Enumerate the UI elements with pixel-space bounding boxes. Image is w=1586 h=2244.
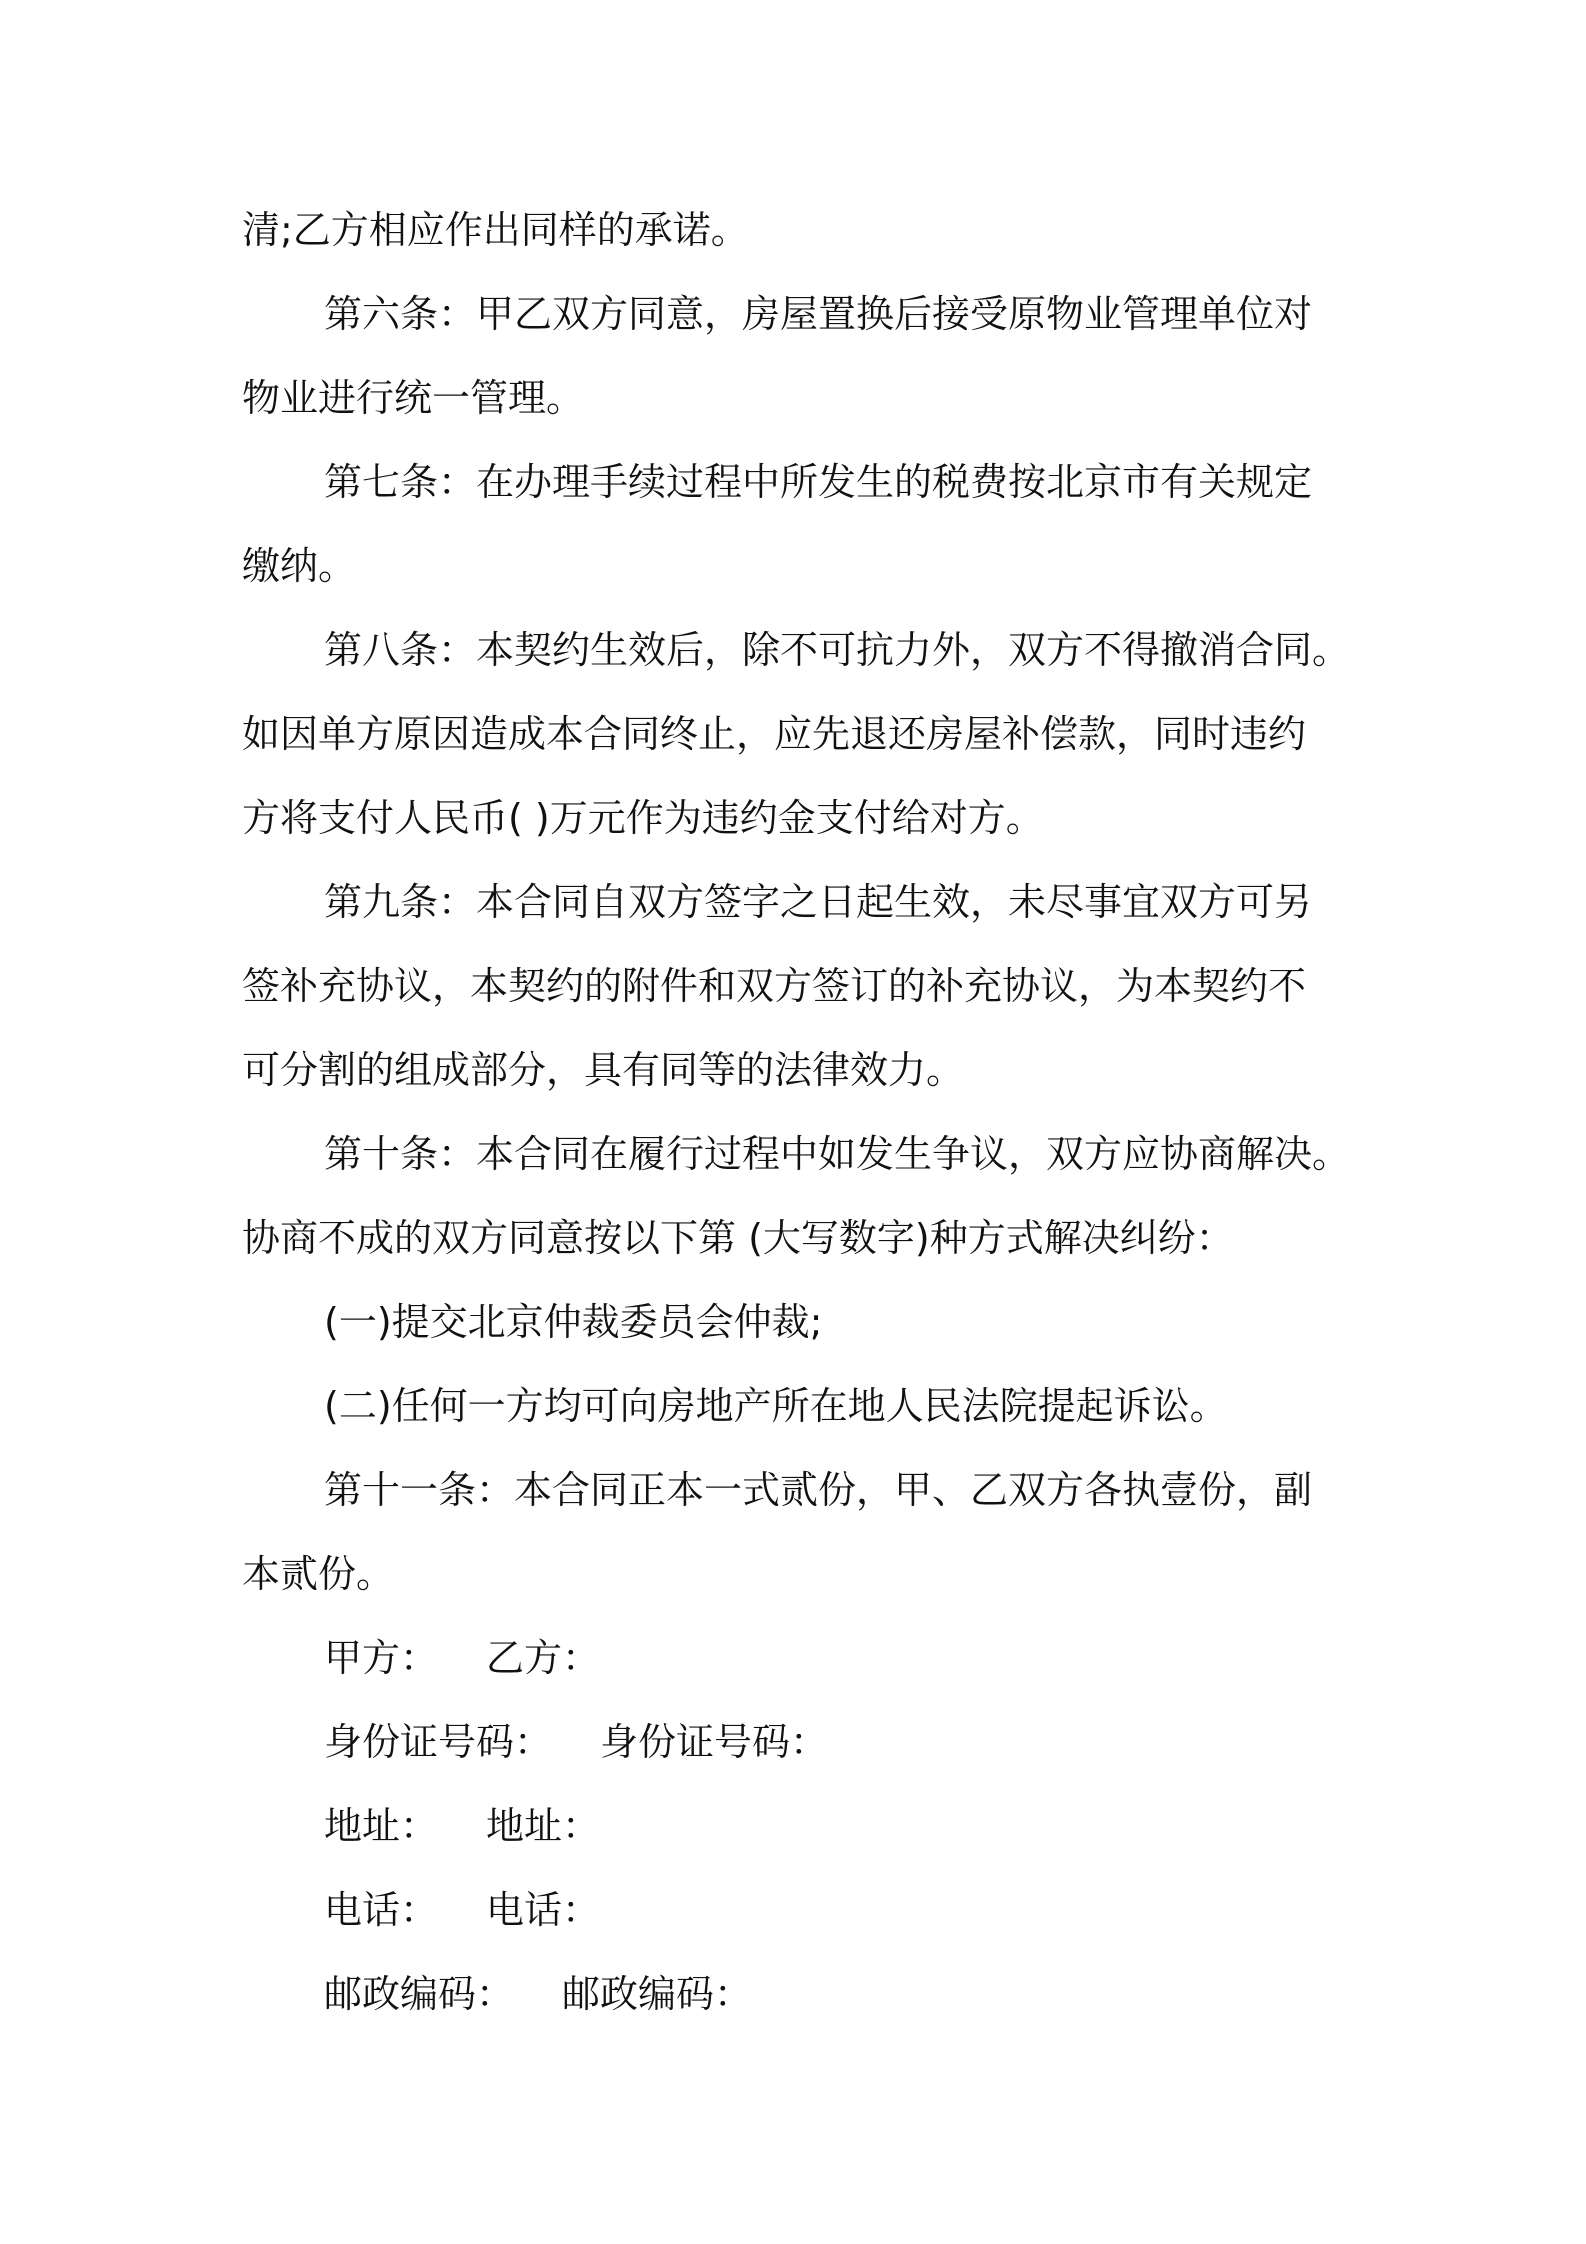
party-a-address-label: 地址：: [324, 1804, 439, 1848]
option-2: (二)任何一方均可向房地产所在地人民法院提起诉讼。: [324, 1384, 1228, 1428]
clause-7: 第七条：在办理手续过程中所发生的税费按北京市有关规定: [324, 460, 1313, 504]
signature-party-row: [242, 1616, 1354, 1700]
text-line: 协商不成的双方同意按以下第 (大写数字)种方式解决纠纷：: [242, 1216, 1234, 1260]
text-line: 方将支付人民币( )万元作为违约金支付给对方。: [242, 796, 1044, 840]
signature-phone-row: [242, 1868, 1354, 1952]
text-line: 物业进行统一管理。: [242, 376, 585, 420]
clause-6: 第六条：甲乙双方同意，房屋置换后接受原物业管理单位对: [324, 292, 1313, 336]
party-b-label: 乙方：: [486, 1636, 601, 1680]
text-line: 签补充协议，本契约的附件和双方签订的补充协议，为本契约不: [242, 964, 1307, 1008]
party-a-id-label: 身份证号码：: [324, 1720, 553, 1764]
clause-9: 第九条：本合同自双方签字之日起生效，未尽事宜双方可另: [324, 880, 1313, 924]
text-line: 可分割的组成部分，具有同等的法律效力。: [242, 1048, 965, 1092]
party-b-postcode-label: 邮政编码：: [562, 1972, 753, 2016]
clause-8: 第八条：本契约生效后，除不可抗力外，双方不得撤消合同。: [324, 628, 1351, 672]
signature-id-row: [242, 1700, 1354, 1784]
party-b-id-label: 身份证号码：: [600, 1720, 829, 1764]
party-a-phone-label: 电话：: [324, 1888, 439, 1932]
party-b-address-label: 地址：: [486, 1804, 601, 1848]
party-a-label: 甲方：: [324, 1636, 439, 1680]
party-b-phone-label: 电话：: [486, 1888, 601, 1932]
text-line: 清;乙方相应作出同样的承诺。: [242, 208, 749, 252]
text-line: 缴纳。: [242, 544, 357, 588]
document-body: [242, 188, 1354, 2036]
text-line: 如因单方原因造成本合同终止，应先退还房屋补偿款，同时违约: [242, 712, 1307, 756]
clause-10: 第十条：本合同在履行过程中如发生争议，双方应协商解决。: [324, 1132, 1351, 1176]
clause-11: 第十一条：本合同正本一式贰份，甲、乙双方各执壹份，副: [324, 1468, 1313, 1512]
text-line: 本贰份。: [242, 1552, 395, 1596]
party-a-postcode-label: 邮政编码：: [324, 1972, 515, 2016]
signature-postcode-row: [242, 1952, 1354, 2036]
option-1: (一)提交北京仲裁委员会仲裁;: [324, 1300, 823, 1344]
signature-address-row: [242, 1784, 1354, 1868]
